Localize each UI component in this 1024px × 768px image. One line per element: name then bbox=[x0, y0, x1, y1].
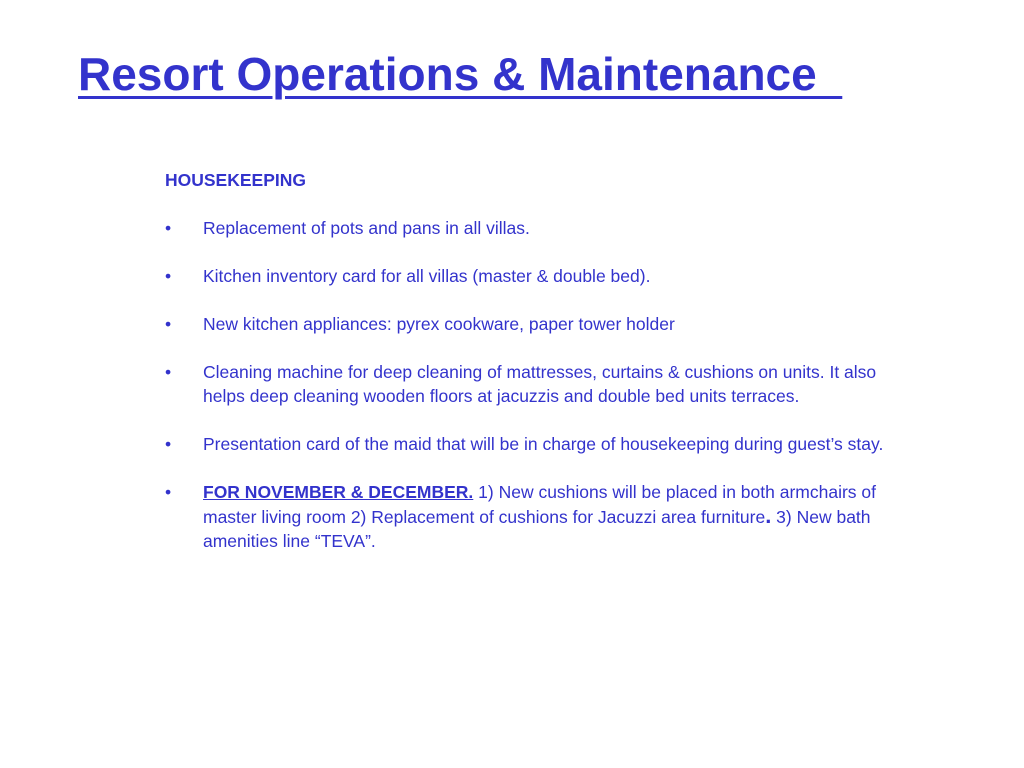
list-item bbox=[165, 312, 885, 336]
list-item-text: New kitchen appliances: pyrex cookware, paper tower holder bbox=[203, 314, 675, 334]
list-item bbox=[165, 264, 885, 288]
list-item-november-december bbox=[165, 480, 885, 553]
emphasis-text: FOR NOVEMBER & DECEMBER. bbox=[203, 482, 474, 502]
list-item bbox=[165, 360, 885, 408]
bullet-icon: • bbox=[165, 482, 172, 502]
slide-title: Resort Operations & Maintenance bbox=[78, 48, 843, 100]
list-item-text: Presentation card of the maid that will be in charge of housekeeping during guest’s stay. bbox=[203, 434, 884, 454]
list-item-text: Kitchen inventory card for all villas (master & double bed). bbox=[203, 266, 651, 286]
period-mark: . bbox=[765, 503, 772, 528]
bullet-icon: • bbox=[165, 362, 172, 382]
slide-content bbox=[165, 168, 885, 577]
section-heading: HOUSEKEEPING bbox=[165, 170, 306, 190]
bullet-list bbox=[165, 216, 885, 553]
list-item bbox=[165, 432, 885, 456]
list-item-text: Cleaning machine for deep cleaning of mattresses, curtains & cushions on units. It also helps deep cleaning wooden floors at jacuzzis and double bed units terraces. bbox=[203, 362, 877, 406]
list-item bbox=[165, 216, 885, 240]
list-item-text: 3) New bath amenities line “TEVA”. bbox=[203, 507, 871, 551]
bullet-icon: • bbox=[165, 434, 172, 454]
bullet-icon: • bbox=[165, 218, 172, 238]
bullet-icon: • bbox=[165, 314, 172, 334]
list-item-text: 1) New cushions will be placed in both armchairs of master living room 2) Replacement of cushions for Jacuzzi area furniture bbox=[203, 482, 876, 527]
list-item-text: Replacement of pots and pans in all villas. bbox=[203, 218, 530, 238]
bullet-icon: • bbox=[165, 266, 172, 286]
